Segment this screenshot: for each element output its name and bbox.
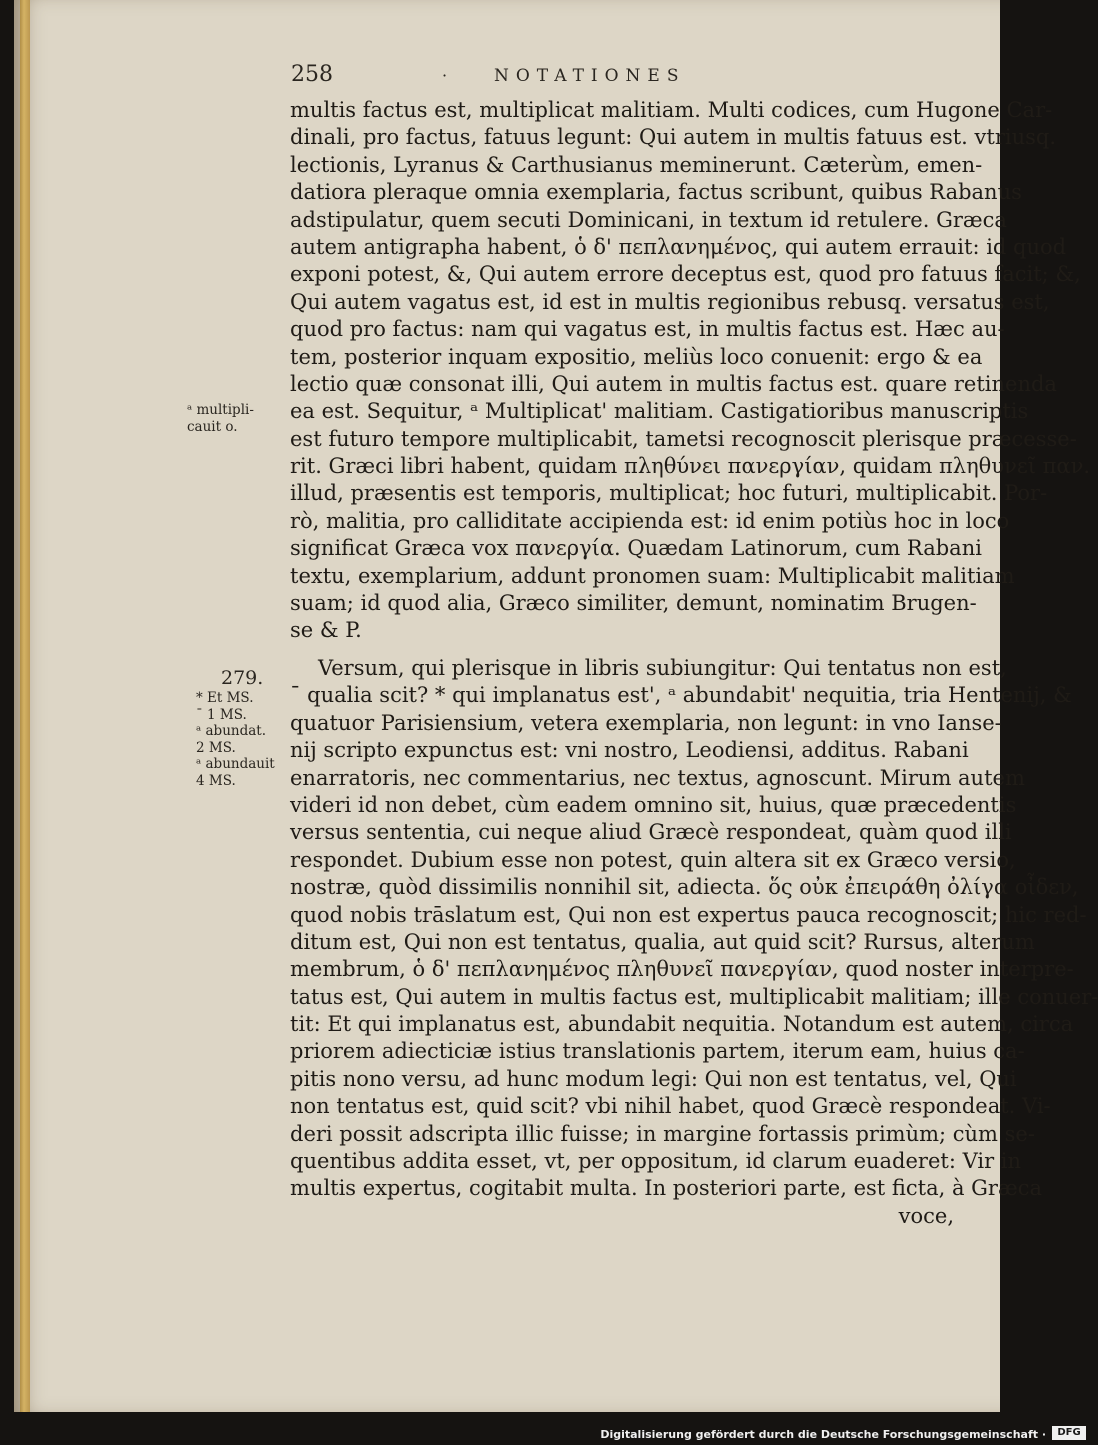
margin-note-line: * Et MS. — [196, 690, 254, 706]
text-line: ditum est, Qui non est tentatus, qualia, aut quid scit? Rursus, alterum — [290, 929, 1035, 954]
text-block-2 — [290, 655, 1098, 1230]
text-line: datiora pleraque omnia exemplaria, factus scribunt, quibus Rabanus — [290, 180, 1022, 205]
text-line: exponi potest, &, Qui autem errore deceptus est, quod pro fatuus facit; &, — [290, 262, 1081, 287]
margin-note-line: ᵃ abundat. — [196, 723, 266, 739]
text-line: multis factus est, multiplicat malitiam. Multi codices, cum Hugone Car- — [290, 98, 1053, 122]
text-line: illud, præsentis est temporis, multiplicat; hoc futuri, multiplicabit. Por- — [290, 481, 1048, 506]
margin-note-line: 4 MS. — [196, 772, 236, 789]
text-line: enarratoris, nec commentarius, nec textus, agnoscunt. Mirum autem — [290, 765, 1025, 790]
text-line: multis expertus, cogitabit multa. In posteriori parte, est ficta, à Græca — [290, 1176, 1042, 1201]
text-line: tit: Et qui implanatus est, abundabit nequitia. Notandum est autem, circa — [290, 1012, 1074, 1037]
dfg-logo-icon: DFG — [1052, 1426, 1086, 1440]
text-line: respondet. Dubium esse non potest, quin altera sit ex Græco versio, — [290, 847, 1016, 872]
margin-note-line: cauit o. — [187, 418, 238, 435]
text-line: Qui autem vagatus est, id est in multis regionibus rebusq. versatus est, — [290, 289, 1050, 314]
running-title: NOTATIONES — [494, 66, 686, 86]
text-line: non tentatus est, quid scit? vbi nihil habet, quod Græcè respondeat. Vi- — [290, 1094, 1051, 1119]
text-line: quentibus addita esset, vt, per oppositum, id clarum euaderet: Vir in — [290, 1149, 1022, 1174]
text-line: est futuro tempore multiplicabit, tametsi recognoscit plerisque præcesse- — [290, 426, 1077, 451]
text-line: quatuor Parisiensium, vetera exemplaria, non legunt: in vno Ianse- — [290, 710, 1002, 735]
text-line: suam; id quod alia, Græco similiter, demunt, nominatim Brugen- — [290, 591, 977, 616]
catchword: voce, — [898, 1203, 954, 1228]
text-line: quod nobis trāslatum est, Qui non est expertus pauca recognoscit; hic red- — [290, 902, 1087, 927]
text-line: ea est. Sequitur, ᵃ Multiplicat' malitiam. Castigatioribus manuscriptis — [290, 399, 1029, 424]
margin-note-line: ᵃ multipli- — [187, 402, 254, 418]
text-line: significat Græca vox πανεργία. Quædam Latinorum, cum Rabani — [290, 536, 982, 561]
margin-note-line: 2 MS. — [196, 739, 236, 756]
text-line: dinali, pro factus, fatuus legunt: Qui autem in multis fatuus est. vtriusq. — [290, 125, 1057, 150]
header-separator: · — [442, 66, 448, 85]
text-line: adstipulatur, quem secuti Dominicani, in textum id retulere. Græca — [290, 207, 1007, 232]
text-line: se & P. — [290, 618, 362, 643]
text-line: tatus est, Qui autem in multis factus est, multiplicabit malitiam; ille conuer- — [290, 984, 1098, 1009]
text-line: rit. Græci libri habent, quidam πληθύνει πανεργίαν, quidam πληθυνεῖ παν. — [290, 454, 1091, 479]
footer-credit: Digitalisierung gefördert durch die Deutsche Forschungsgemeinschaft · — [600, 1428, 1046, 1441]
text-line: videri id non debet, cùm eadem omnino sit, huius, quæ præcedentis — [290, 792, 1017, 817]
text-line: lectionis, Lyranus & Carthusianus meminerunt. Cæterùm, emen- — [290, 152, 983, 177]
text-line: deri possit adscripta illic fuisse; in margine fortassis primùm; cùm se- — [290, 1121, 1035, 1146]
text-line: tem, posterior inquam expositio, meliùs loco conuenit: ergo & ea — [290, 344, 983, 369]
text-line: textu, exemplarium, addunt pronomen suam: Multiplicabit malitiam — [290, 563, 1015, 588]
text-line: lectio quæ consonat illi, Qui autem in multis factus est. quare retinenda — [290, 371, 1057, 396]
text-line: pitis nono versu, ad hunc modum legi: Qui non est tentatus, vel, Qui — [290, 1066, 1017, 1091]
text-line: Versum, qui plerisque in libris subiungitur: Qui tentatus non est, — [318, 656, 1007, 680]
text-line: nij scripto expunctus est: vni nostro, Leodiensi, additus. Rabani — [290, 738, 969, 763]
text-line: nostræ, quòd dissimilis nonnihil sit, adiecta. ὅς οὐκ ἐπειράθη ὀλίγα οἶδεν, — [290, 875, 1079, 900]
margin-note-2 — [196, 690, 275, 789]
text-line: ˉ qualia scit? * qui implanatus est', ᵃ abundabit' nequitia, tria Hentenij, & — [290, 683, 1072, 708]
text-line: rò, malitia, pro calliditate accipienda est: id enim potiùs hoc in loco — [290, 508, 1010, 533]
margin-note-line: ˉ 1 MS. — [196, 706, 247, 723]
text-line: priorem adiecticiæ istius translationis partem, iterum eam, huius ca- — [290, 1039, 1025, 1064]
text-line: quod pro factus: nam qui vagatus est, in multis factus est. Hæc au- — [290, 317, 1005, 342]
verse-number: 279. — [221, 667, 264, 689]
text-line: autem antigrapha habent, ὁ δ' πεπλανημένος, qui autem errauit: id quod — [290, 234, 1067, 259]
margin-note-line: ᵃ abundauit — [196, 756, 275, 772]
text-line: versus sententia, cui neque aliud Græcè respondeat, quàm quod illi — [290, 820, 1012, 845]
text-line: membrum, ὁ δ' πεπλανημένος πληθυνεῖ πανεργίαν, quod noster interpre- — [290, 957, 1074, 982]
page-number: 258 — [291, 62, 333, 87]
gilt-page-edge — [20, 0, 30, 1412]
margin-note-1 — [187, 402, 254, 435]
text-block-1 — [290, 97, 1091, 645]
